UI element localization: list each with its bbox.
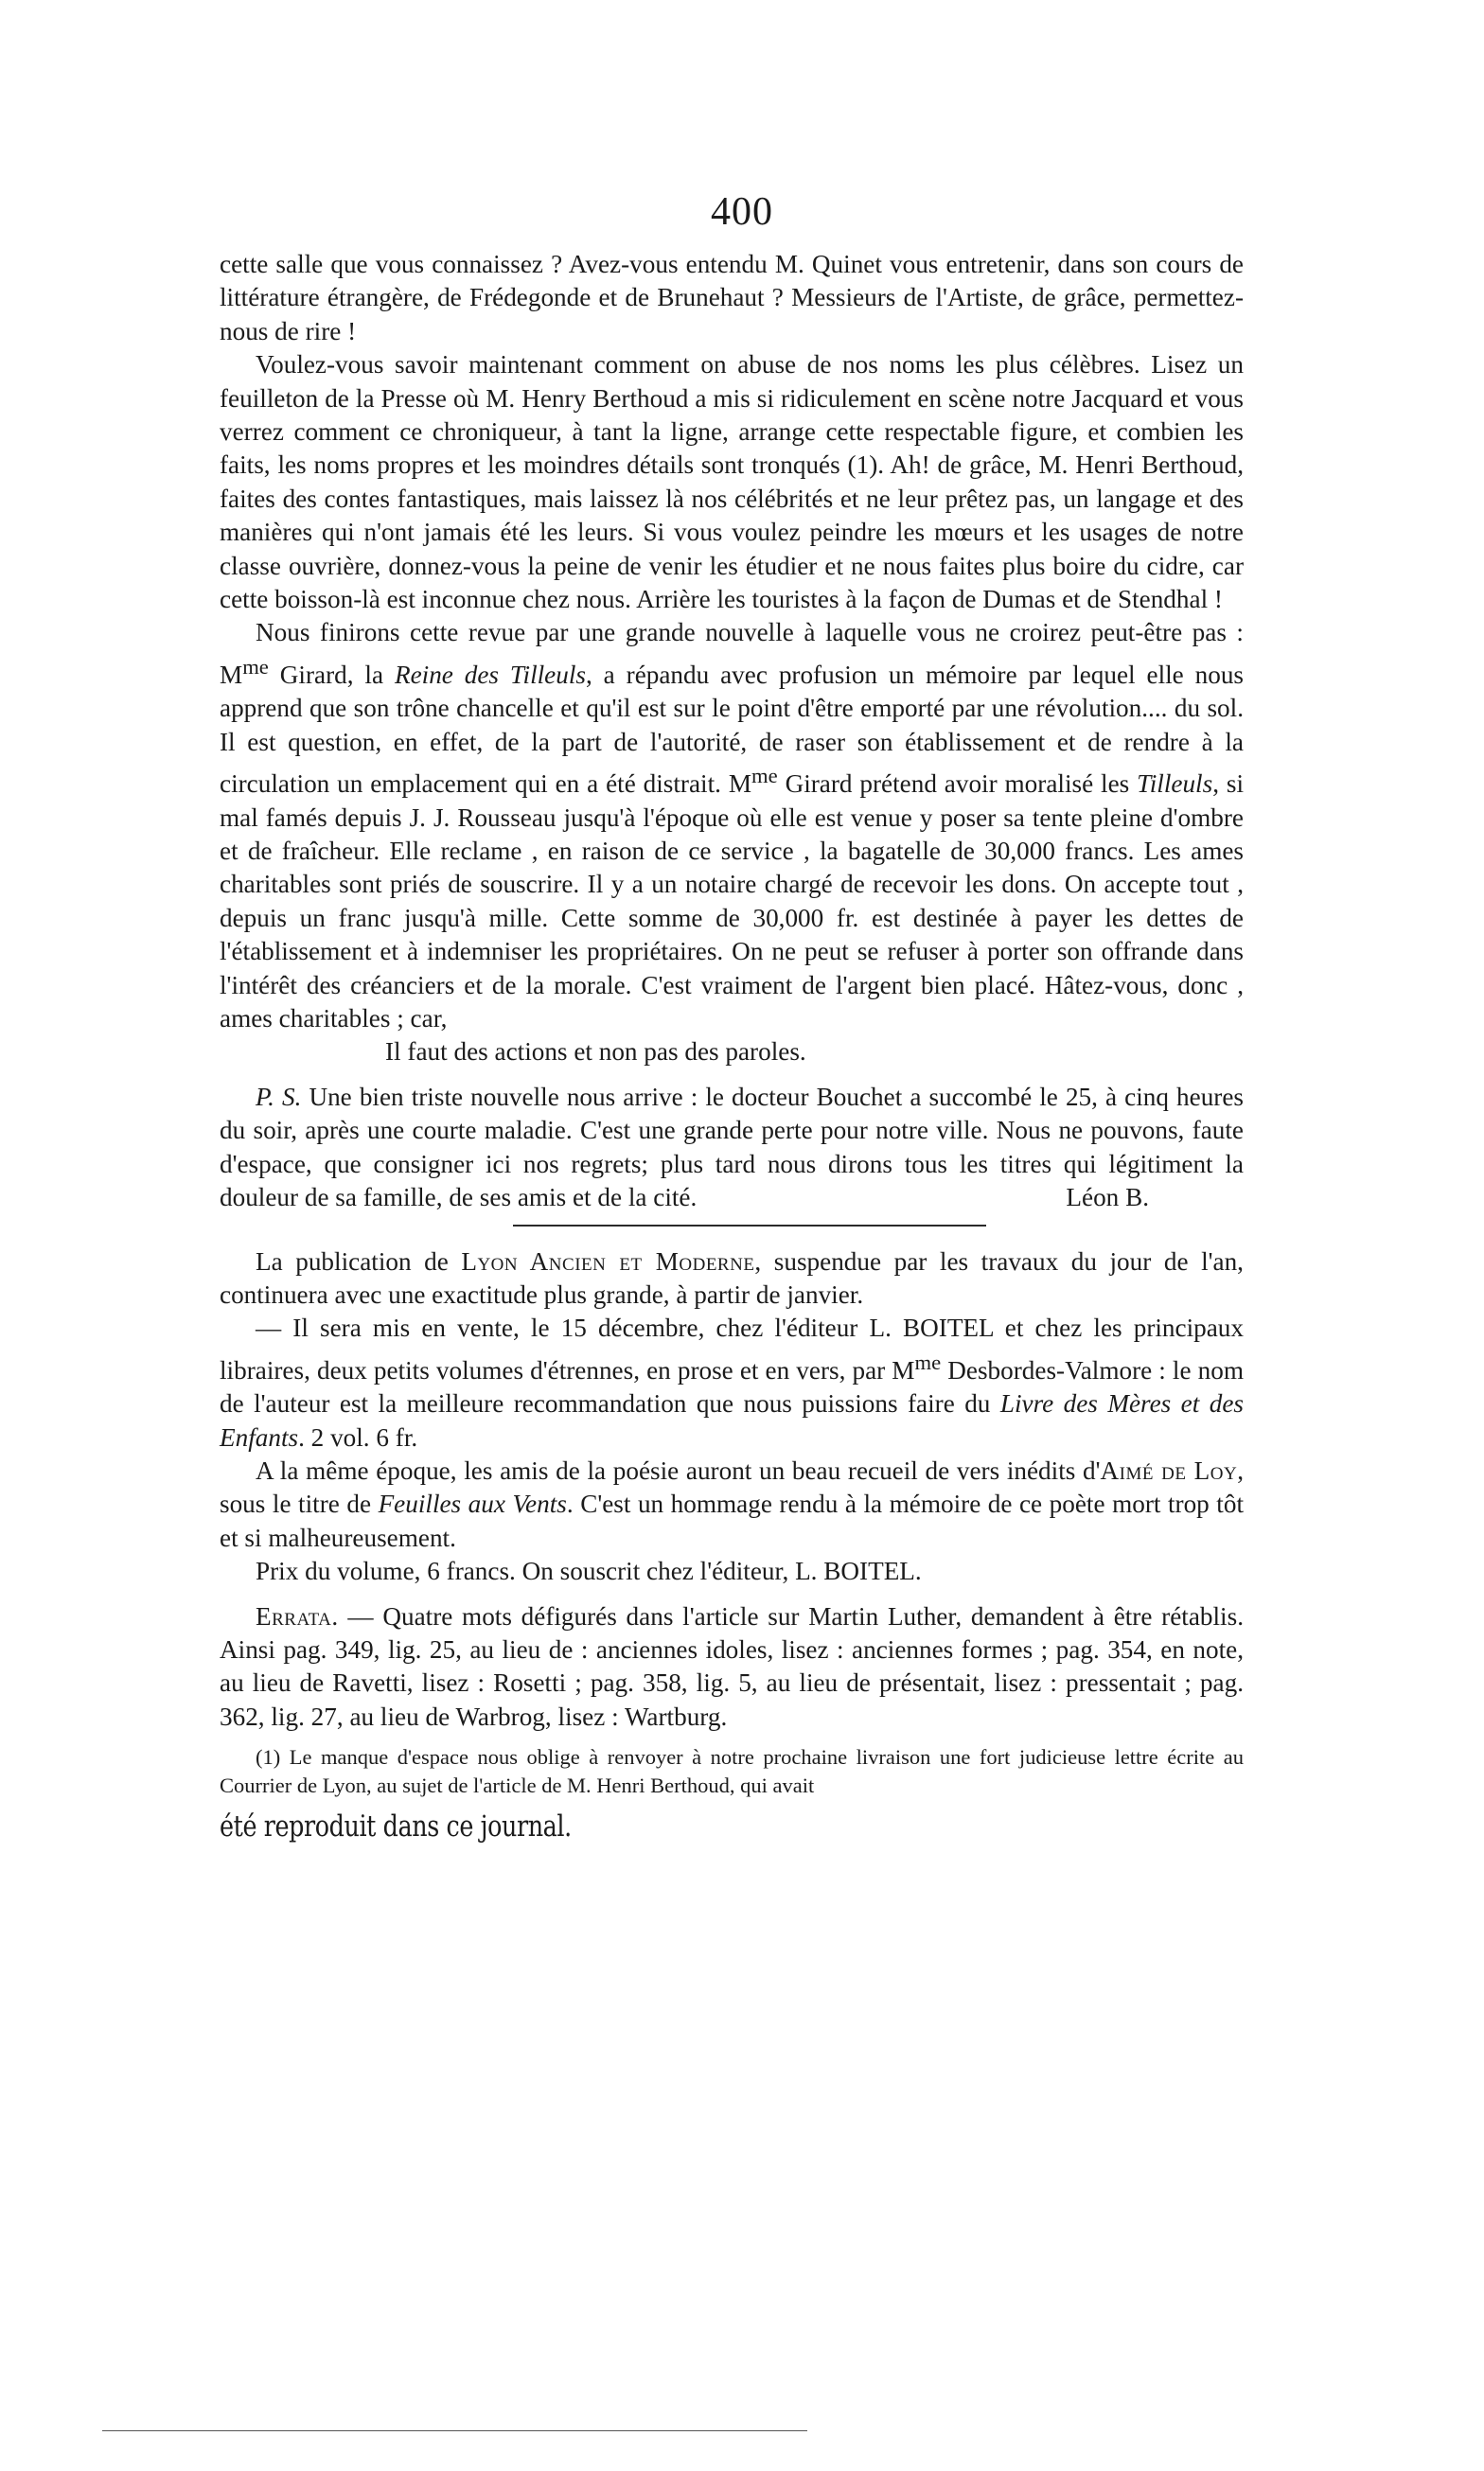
text-run: Nous finirons cette revue par une grande nouvelle à laquelle vous ne croirez peut-être pas : M xyxy=(220,618,1244,689)
postscript-paragraph xyxy=(220,1081,1244,1215)
errata-label: Errata. xyxy=(256,1601,339,1631)
page-number: 400 xyxy=(711,190,773,234)
text-run: Girard, la xyxy=(268,660,395,689)
verse-line: Il faut des actions et non pas des paroles. xyxy=(385,1037,806,1067)
italic-title: Reine des Tilleuls xyxy=(394,660,586,689)
announcement-sale xyxy=(220,1312,1244,1455)
errata-paragraph xyxy=(220,1600,1244,1735)
superscript: me xyxy=(751,764,778,788)
signature: Léon B. xyxy=(1066,1183,1149,1212)
text-run: La publication de xyxy=(256,1246,462,1276)
italic-title: Feuilles aux Vents xyxy=(378,1490,567,1519)
text-column xyxy=(220,248,1244,1847)
italic-title: Livre des Mères et des Enfants xyxy=(220,1389,1244,1452)
footnote: (1) Le manque d'espace nous oblige à renvoyer à notre prochaine livraison une fort judicieuse lettre écrite au Courrier de Lyon, au sujet de l'article de M. Henri Berthoud, qui avait xyxy=(220,1745,1244,1798)
announcement-publication xyxy=(220,1245,1244,1313)
text-run: , sous le titre de xyxy=(220,1456,1245,1519)
announcement-poetry xyxy=(220,1455,1244,1555)
text-run: . 2 vol. 6 fr. xyxy=(298,1422,418,1452)
text-run: . C'est un hommage rendu à la mémoire de ce poète mort trop tôt et si malheureusement. xyxy=(220,1490,1244,1552)
superscript: me xyxy=(914,1350,942,1374)
author-name: Aimé de Loy xyxy=(1100,1456,1238,1485)
italic-title: Tilleuls xyxy=(1137,769,1213,799)
text-run: , a répandu avec profusion un mémoire par lequel elle nous apprend que son trône chancelle et qu'il est sur le point d'être emporté par une révolution.... du sol. Il est question, en effet, de la part de l'autorité, de raser son établissement et de rendre à la circulation un emplacement qui en a été distrait. M xyxy=(220,660,1245,799)
text-run: , suspendue par les travaux du jour de l'an, continuera avec une exactitude plus grande, à partir de janvier. xyxy=(220,1246,1244,1309)
postscript-label: P. S. xyxy=(256,1082,302,1111)
paragraph-tilleuls xyxy=(220,616,1244,1035)
text-run: , si mal famés depuis J. J. Rousseau jusqu'à l'époque où elle est venue y poser sa tente pleine d'ombre et de fraîcheur. Elle reclame , en raison de ce service , la bagatelle de 30,000 francs. Les ames charitables sont priés de souscrire. Il y a un notaire chargé de recevoir les dons. On accepte tout , depuis un franc jusqu'à mille. Cette somme de 30,000 fr. est destinée à payer les dettes de l'établissement et à indemniser les propriétaires. On ne peut se refuser à porter son offrande dans l'intérêt des créanciers et de la morale. C'est vraiment de l'argent bien placé. Hâtez-vous, donc , ames charitables ; car, xyxy=(220,769,1244,1033)
paragraph-artiste: cette salle que vous connaissez ? Avez-vous entendu M. Quinet vous entretenir, dans son cours de littérature étrangère, de Frédegonde et de Brunehaut ? Messieurs de l'Artiste, de grâce, permettez-nous de rire ! xyxy=(220,250,1244,345)
paragraph-berthoud: Voulez-vous savoir maintenant comment on abuse de nos noms les plus célèbres. Lisez un feuilleton de la Presse où M. Henry Berthoud a mis si ridiculement en scène notre Jacquard et vous verrez comment ce chroniqueur, à tant la ligne, arrange cette respectable figure, et combien les faits, les noms propres et les moindres détails sont tronqués (1). Ah! de grâce, M. Henri Berthoud, faites des contes fantastiques, mais laissez là nos célébrités et ne leur prêtez pas, un langage et des manières qui n'ont jamais été les leurs. Si vous voulez peindre les mœurs et les usages de notre classe ouvrière, donnez-vous la peine de venir les étudier et ne nous faites plus boire du cidre, car cette boisson-là est inconnue chez nous. Arrière les touristes à la façon de Dumas et de Stendhal ! xyxy=(220,350,1244,614)
superscript: me xyxy=(242,654,269,679)
text-run: A la même époque, les amis de la poésie auront un beau recueil de vers inédits d' xyxy=(256,1456,1101,1485)
text-run: Desbordes-Valmore : le nom de l'auteur est la meilleure recommandation que nous puissions faire du xyxy=(220,1355,1244,1419)
page-bottom-rule xyxy=(102,2430,807,2431)
text-run: — Il sera mis en vente, le 15 décembre, chez l'éditeur L. BOITEL et chez les principaux libraires, deux petits volumes d'étrennes, en prose et en vers, par M xyxy=(220,1314,1244,1385)
journal-title: Lyon Ancien et Moderne xyxy=(461,1246,755,1276)
text-run: Une bien triste nouvelle nous arrive : le docteur Bouchet a succombé le 25, à cinq heures du soir, après une courte maladie. C'est une grande perte pour notre ville. Nous ne pouvons, faute d'espace, que consigner ici nos regrets; plus tard nous dirons tous les titres qui légitiment la douleur de sa famille, de ses amis et de la cité. xyxy=(220,1082,1244,1212)
announcement-price: Prix du volume, 6 francs. On souscrit chez l'éditeur, L. BOITEL. xyxy=(256,1557,922,1586)
text-run: Girard prétend avoir moralisé les xyxy=(777,769,1138,799)
text-run: — Quatre mots défigurés dans l'article sur Martin Luther, demandent à être rétablis. Ainsi pag. 349, lig. 25, au lieu de : anciennes idoles, lisez : anciennes formes ; pag. 354, en note, au lieu de Ravetti, lisez : Rosetti ; pag. 358, lig. 5, au lieu de présentait, lisez : pressentait ; pag. 362, lig. 27, au lieu de Warbrog, lisez : Wartburg. xyxy=(220,1601,1244,1731)
handwritten-note: été reproduit dans ce journal. xyxy=(220,1809,572,1844)
section-divider xyxy=(513,1225,986,1227)
